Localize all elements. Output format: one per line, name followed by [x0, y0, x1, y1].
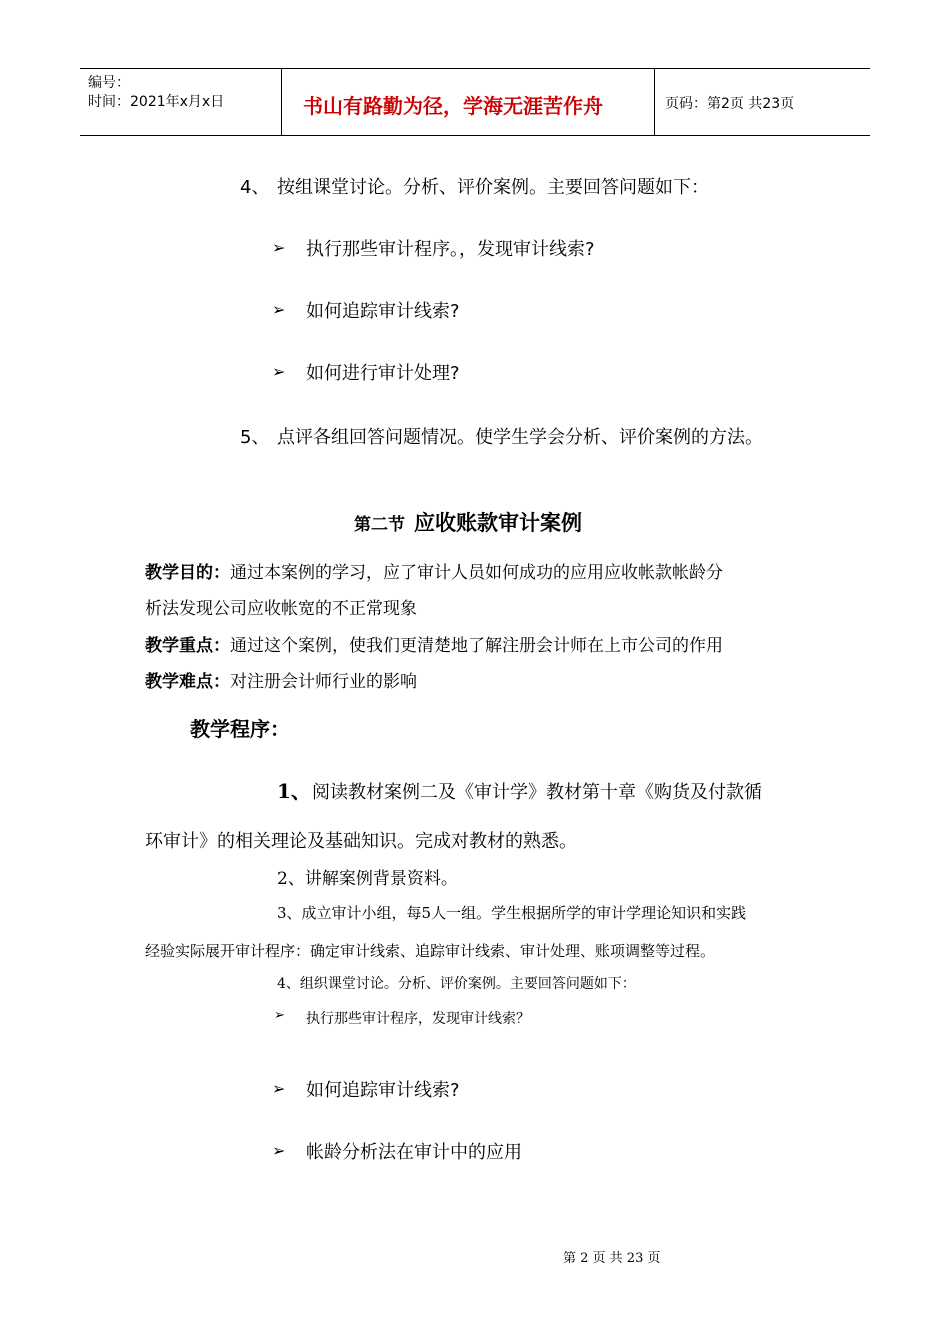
bullet-item: 如何进行审计处理? [306, 363, 460, 384]
bullet-item: 执行那些审计程序，发现审计线索？ [306, 1011, 530, 1027]
teaching-difficulty [145, 667, 417, 692]
item4-number: 4、 [240, 177, 270, 198]
step2-text: 2、讲解案例背景资料。 [277, 869, 458, 889]
teaching-focus-text: 通过这个案例，使我们更清楚地了解注册会计师在上市公司的作用 [230, 636, 723, 656]
teaching-difficulty-label: 教学难点： [145, 672, 230, 692]
section-heading-title: 应收账款审计案例 [414, 511, 582, 535]
step3-text: 3、成立审计小组，每5人一组。学生根据所学的审计学理论知识和实践 [277, 904, 747, 922]
step1-text: 阅读教材案例二及《审计学》教材第十章《购货及付款循 [312, 782, 762, 803]
teaching-goal-text: 通过本案例的学习，应了审计人员如何成功的应用应收帐款帐龄分 [230, 563, 723, 583]
item5-text: 点评各组回答问题情况。使学生学会分析、评价案例的方法。 [277, 427, 763, 448]
bullet-item: 帐龄分析法在审计中的应用 [306, 1142, 522, 1163]
bullet-arrow-icon: ➢ [274, 1008, 285, 1023]
teaching-goal-continued: 析法发现公司应收帐宽的不正常现象 [145, 599, 417, 619]
header-rule-top [80, 68, 870, 69]
step1-number: 1、 [277, 779, 311, 803]
header-divider-left [281, 68, 282, 136]
bullet-arrow-icon: ➢ [272, 238, 286, 257]
section-heading-number: 第二节 [354, 515, 405, 535]
header-motto: 书山有路勤为径，学海无涯苦作舟 [303, 94, 603, 118]
bullet-arrow-icon: ➢ [272, 362, 286, 381]
step4-text: 4、组织课堂讨论。分析、评价案例。主要回答问题如下： [277, 976, 636, 992]
item5-number: 5、 [240, 427, 270, 448]
teaching-goal-label: 教学目的： [145, 563, 230, 583]
item4-text: 按组课堂讨论。分析、评价案例。主要回答问题如下： [277, 177, 709, 198]
teaching-goal [145, 558, 723, 583]
teaching-difficulty-text: 对注册会计师行业的影响 [230, 672, 417, 692]
bullet-item: 执行那些审计程序。，发现审计线索? [306, 239, 595, 260]
teaching-focus-label: 教学重点： [145, 636, 230, 656]
bullet-arrow-icon: ➢ [272, 300, 286, 319]
header-rule-bottom [80, 135, 870, 136]
bullet-arrow-icon: ➢ [272, 1079, 286, 1098]
footer-page-number: 第 2 页 共 23 页 [563, 1251, 661, 1266]
header-divider-right [654, 68, 655, 136]
header-number-label: 编号： [88, 75, 130, 91]
teaching-focus [145, 631, 723, 656]
bullet-item: 如何追踪审计线索? [306, 301, 460, 322]
step3-text-continued: 经验实际展开审计程序：确定审计线索、追踪审计线索、审计处理、账项调整等过程。 [145, 942, 716, 960]
procedure-heading: 教学程序： [190, 717, 290, 741]
bullet-item: 如何追踪审计线索? [306, 1080, 460, 1101]
bullet-arrow-icon: ➢ [272, 1141, 286, 1160]
step1-text-continued: 环审计》的相关理论及基础知识。完成对教材的熟悉。 [145, 831, 577, 852]
header-page-number: 页码：第2页 共23页 [665, 96, 795, 112]
header-date: 时间：2021年x月x日 [88, 94, 225, 110]
